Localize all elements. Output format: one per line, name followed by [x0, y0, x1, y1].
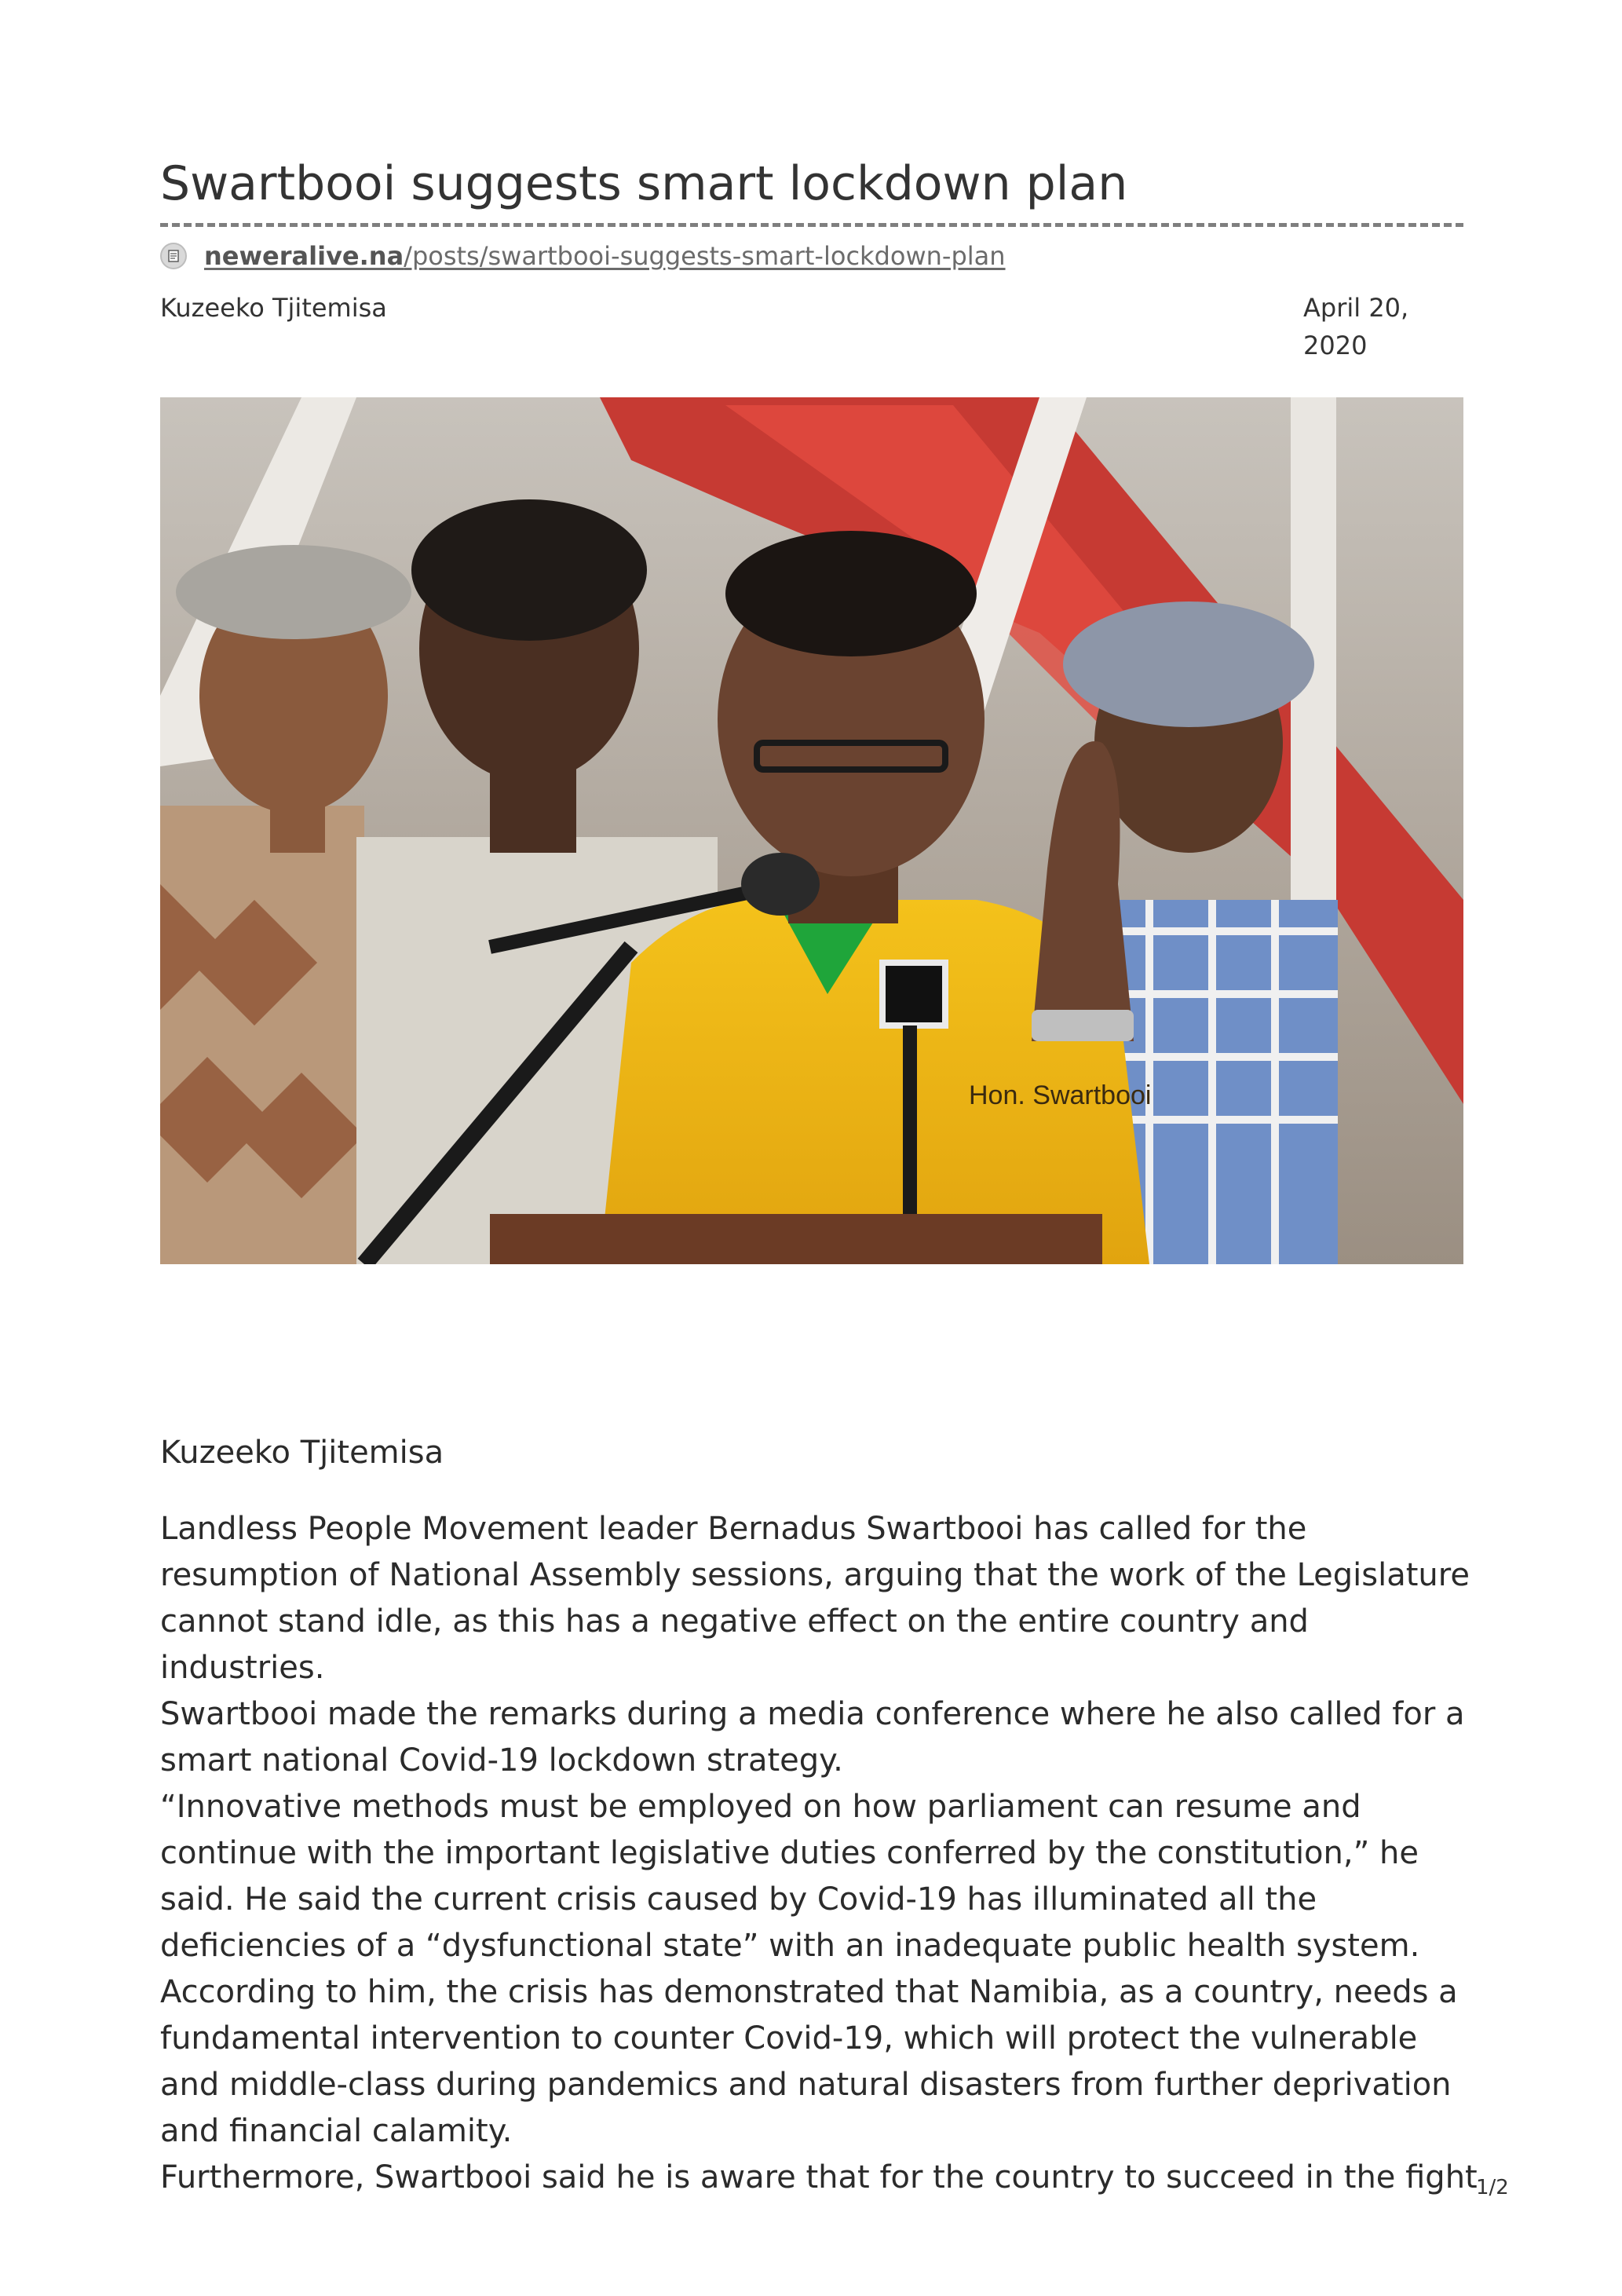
- shirt-print-text: Hon. Swartbooi: [969, 1080, 1152, 1110]
- source-link[interactable]: [204, 241, 1006, 271]
- paragraph: “Innovative methods must be employed on how parliament can resume and continue with the important legislative duties conferred by the constitution,” he said. He said the current crisis caused by Covid-19 has illuminated all the deficiencies of a “dysfunctional state” with an inadequate public health system.: [160, 1789, 1420, 1964]
- hero-photo: [160, 397, 1463, 1264]
- newspaper-favicon-icon: [160, 243, 187, 269]
- page-title: Swartbooi suggests smart lockdown plan: [160, 156, 1128, 211]
- speaker-at-podium-photo: [160, 397, 1463, 1264]
- source-path: /posts/swartbooi-suggests-smart-lockdown-plan: [404, 241, 1006, 271]
- paragraph: According to him, the crisis has demonstrated that Namibia, as a country, needs a fundamental intervention to counter Covid-19, which will protect the vulnerable and middle-class during pandemics and natural disasters from further deprivation and financial calamity.: [160, 1974, 1458, 2149]
- paragraph: Swartbooi made the remarks during a media conference where he also called for a smart national Covid-19 lockdown strategy.: [160, 1696, 1465, 1779]
- byline-date: April 20, 2020: [1303, 293, 1409, 360]
- article-author: Kuzeeko Tjitemisa: [160, 1435, 444, 1471]
- title-divider: [160, 223, 1463, 227]
- article-body: [160, 1506, 1479, 2201]
- source-line: [160, 236, 1006, 276]
- paragraph: Furthermore, Swartbooi said he is aware that for the country to succeed in the fight: [160, 2159, 1478, 2195]
- paragraph: Landless People Movement leader Bernadus Swartbooi has called for the resumption of National Assembly sessions, arguing that the work of the Legislature cannot stand idle, as this has a negative effect on the entire country and industries.: [160, 1511, 1470, 1686]
- byline-author: Kuzeeko Tjitemisa: [160, 293, 387, 323]
- page-number: 1/2: [1476, 2176, 1509, 2199]
- source-domain: neweralive.na: [204, 241, 404, 271]
